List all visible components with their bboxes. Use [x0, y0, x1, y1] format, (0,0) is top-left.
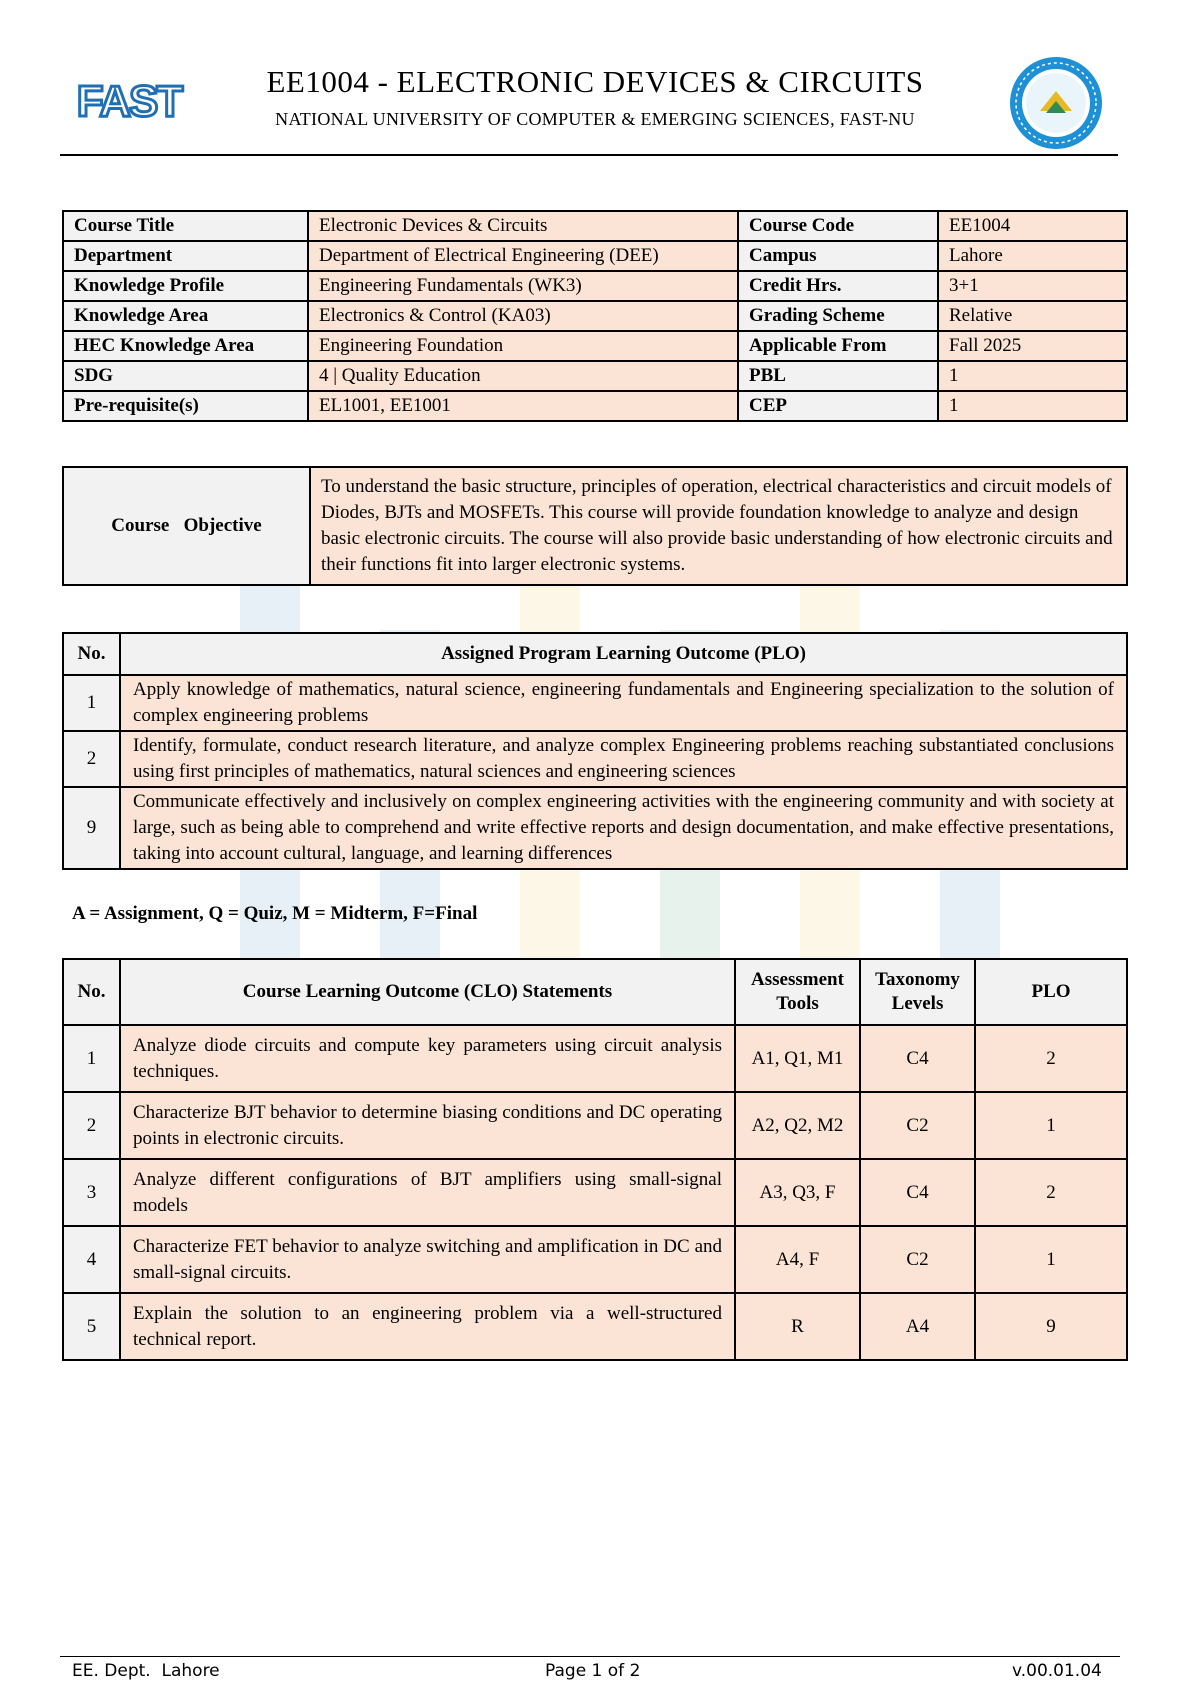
- plo-number: 1: [63, 675, 120, 731]
- info-value: Electronic Devices & Circuits: [308, 211, 738, 241]
- clo-statement: Characterize FET behavior to analyze switching and amplification in DC and small-signal circuits.: [120, 1226, 735, 1293]
- svg-text:FAST: FAST: [76, 78, 182, 122]
- clo-assessment-tools: A2, Q2, M2: [735, 1092, 860, 1159]
- clo-number: 3: [63, 1159, 120, 1226]
- clo-assessment-tools: R: [735, 1293, 860, 1360]
- info-label: PBL: [738, 361, 938, 391]
- info-row: [63, 361, 1127, 391]
- plo-number: 9: [63, 787, 120, 869]
- info-label: HEC Knowledge Area: [63, 331, 308, 361]
- clo-taxonomy-level: C4: [860, 1025, 975, 1092]
- info-value: Electronics & Control (KA03): [308, 301, 738, 331]
- clo-number: 2: [63, 1092, 120, 1159]
- footer-divider: [60, 1656, 1120, 1657]
- document-title: EE1004 - ELECTRONIC DEVICES & CIRCUITS: [266, 64, 924, 99]
- plo-header-no: No.: [63, 633, 120, 675]
- clo-statement: Characterize BJT behavior to determine biasing conditions and DC operating points in electronic circuits.: [120, 1092, 735, 1159]
- info-row: [63, 331, 1127, 361]
- plo-header-text: Assigned Program Learning Outcome (PLO): [120, 633, 1127, 675]
- assessment-legend: A = Assignment, Q = Quiz, M = Midterm, F=Final: [72, 903, 478, 924]
- fast-logo: [70, 78, 188, 122]
- clo-row: [63, 1092, 1127, 1159]
- info-value: 3+1: [938, 271, 1127, 301]
- info-value: Relative: [938, 301, 1127, 331]
- clo-table: [62, 958, 1128, 1361]
- info-value: Engineering Fundamentals (WK3): [308, 271, 738, 301]
- info-label: Campus: [738, 241, 938, 271]
- clo-plo: 1: [975, 1092, 1127, 1159]
- clo-plo: 2: [975, 1025, 1127, 1092]
- clo-header-text: Course Learning Outcome (CLO) Statements: [120, 959, 735, 1025]
- clo-assessment-tools: A4, F: [735, 1226, 860, 1293]
- info-row: [63, 271, 1127, 301]
- clo-row: [63, 1293, 1127, 1360]
- info-value: 4 | Quality Education: [308, 361, 738, 391]
- clo-statement: Explain the solution to an engineering problem via a well-structured technical report.: [120, 1293, 735, 1360]
- clo-row: [63, 1226, 1127, 1293]
- course-objective-table: [62, 466, 1128, 586]
- info-row: [63, 391, 1127, 421]
- course-info-table: [62, 210, 1128, 422]
- plo-description: Communicate effectively and inclusively on complex engineering activities with the engineering community and with society at large, such as being able to comprehend and write effective reports and design documentation, and make effective presentations, taking into account cultural, language, and learning differences: [120, 787, 1127, 869]
- clo-header-taxonomy: Taxonomy Levels: [860, 959, 975, 1025]
- info-row: [63, 211, 1127, 241]
- university-seal-icon: [1008, 55, 1104, 151]
- plo-row: [63, 731, 1127, 787]
- info-label: Grading Scheme: [738, 301, 938, 331]
- info-label: Credit Hrs.: [738, 271, 938, 301]
- footer-version: v.00.01.04: [1012, 1661, 1102, 1681]
- plo-table: [62, 632, 1128, 870]
- clo-statement: Analyze different configurations of BJT amplifiers using small-signal models: [120, 1159, 735, 1226]
- plo-row: [63, 675, 1127, 731]
- plo-number: 2: [63, 731, 120, 787]
- info-label: Applicable From: [738, 331, 938, 361]
- info-label: Department: [63, 241, 308, 271]
- clo-plo: 2: [975, 1159, 1127, 1226]
- clo-row: [63, 1025, 1127, 1092]
- info-label: Course Code: [738, 211, 938, 241]
- clo-row: [63, 1159, 1127, 1226]
- course-objective-label: Course Objective: [63, 467, 310, 585]
- clo-number: 1: [63, 1025, 120, 1092]
- info-row: [63, 301, 1127, 331]
- info-value: Engineering Foundation: [308, 331, 738, 361]
- plo-description: Apply knowledge of mathematics, natural science, engineering fundamentals and Engineering specialization to the solution of complex engineering problems: [120, 675, 1127, 731]
- info-label: Pre-requisite(s): [63, 391, 308, 421]
- clo-header-plo: PLO: [975, 959, 1127, 1025]
- clo-number: 5: [63, 1293, 120, 1360]
- footer-department: EE. Dept. Lahore: [72, 1661, 220, 1681]
- clo-taxonomy-level: C4: [860, 1159, 975, 1226]
- clo-taxonomy-level: C2: [860, 1092, 975, 1159]
- clo-taxonomy-level: C2: [860, 1226, 975, 1293]
- info-label: Knowledge Area: [63, 301, 308, 331]
- info-label: Knowledge Profile: [63, 271, 308, 301]
- info-value: EL1001, EE1001: [308, 391, 738, 421]
- clo-header-tools: Assessment Tools: [735, 959, 860, 1025]
- plo-description: Identify, formulate, conduct research literature, and analyze complex Engineering problems reaching substantiated conclusions using first principles of mathematics, natural sciences and engineering sciences: [120, 731, 1127, 787]
- clo-plo: 1: [975, 1226, 1127, 1293]
- header-divider: [60, 154, 1118, 156]
- info-value: 1: [938, 361, 1127, 391]
- info-label: Course Title: [63, 211, 308, 241]
- info-label: SDG: [63, 361, 308, 391]
- clo-number: 4: [63, 1226, 120, 1293]
- info-label: CEP: [738, 391, 938, 421]
- info-value: Department of Electrical Engineering (DEE): [308, 241, 738, 271]
- info-value: Lahore: [938, 241, 1127, 271]
- info-value: 1: [938, 391, 1127, 421]
- clo-assessment-tools: A3, Q3, F: [735, 1159, 860, 1226]
- footer-page-number: Page 1 of 2: [545, 1661, 641, 1681]
- course-objective-text: To understand the basic structure, principles of operation, electrical characteristics and circuit models of Diodes, BJTs and MOSFETs. This course will provide foundation knowledge to analyze and design basic electronic circuits. The course will also provide basic understanding of how electronic circuits and their functions fit into larger electronic systems.: [310, 467, 1127, 585]
- info-row: [63, 241, 1127, 271]
- clo-assessment-tools: A1, Q1, M1: [735, 1025, 860, 1092]
- info-value: Fall 2025: [938, 331, 1127, 361]
- university-name: NATIONAL UNIVERSITY OF COMPUTER & EMERGING SCIENCES, FAST-NU: [275, 109, 915, 129]
- clo-header-no: No.: [63, 959, 120, 1025]
- info-value: EE1004: [938, 211, 1127, 241]
- clo-statement: Analyze diode circuits and compute key parameters using circuit analysis techniques.: [120, 1025, 735, 1092]
- plo-row: [63, 787, 1127, 869]
- clo-taxonomy-level: A4: [860, 1293, 975, 1360]
- clo-plo: 9: [975, 1293, 1127, 1360]
